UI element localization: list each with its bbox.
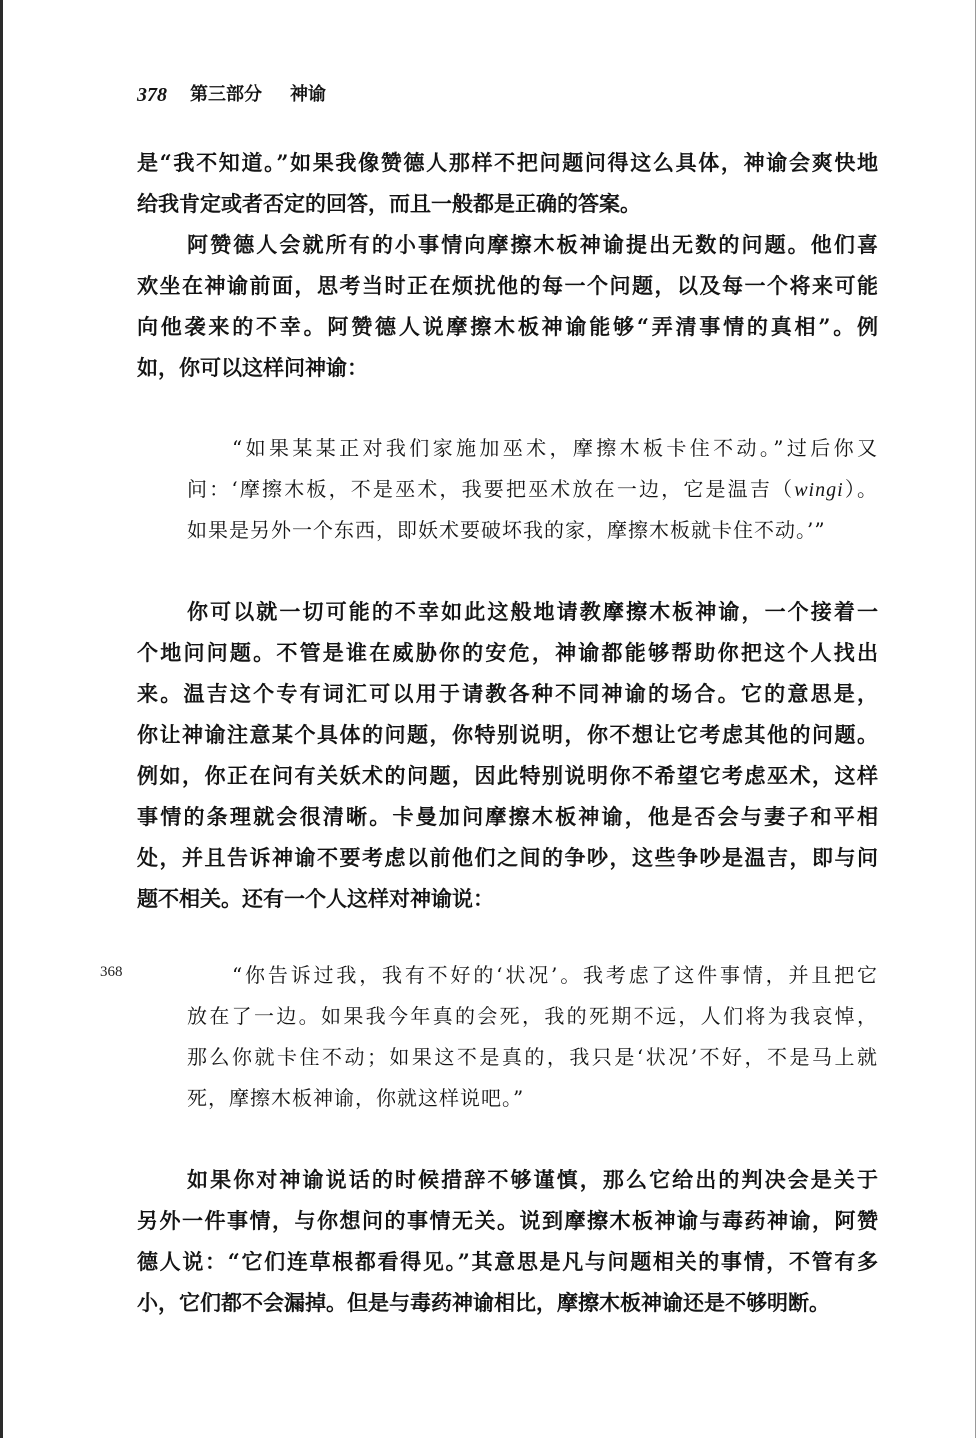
page-body <box>137 142 878 1323</box>
text-line: 你让神谕注意某个具体的问题，你特别说明，你不想让它考虑其他的问题。 <box>137 722 878 747</box>
quote-line: “你告诉过我，我有不好的‘状况’。我考虑了这件事情，并且把它 <box>232 963 878 987</box>
quote-line <box>187 469 878 510</box>
text-line: 欢坐在神谕前面，思考当时正在烦扰他的每一个问题，以及每一个将来可能 <box>137 273 878 298</box>
block-quote-2 <box>187 955 878 1119</box>
text-line: 是“我不知道。”如果我像赞德人那样不把问题问得这么具体，神谕会爽快地 <box>137 150 878 175</box>
quote-line: 那么你就卡住不动；如果这不是真的，我只是‘状况’不好，不是马上就 <box>187 1045 878 1069</box>
quote-line: 如果是另外一个东西，即妖术要破坏我的家，摩擦木板就卡住不动。’” <box>187 518 826 542</box>
scan-edge-left <box>0 0 3 1438</box>
italic-term: wingi <box>794 479 844 501</box>
page-number: 378 <box>137 84 167 106</box>
paragraph-3 <box>137 591 878 919</box>
text-line: 如果你对神谕说话的时候措辞不够谨慎，那么它给出的判决会是关于 <box>187 1167 878 1192</box>
text-line: 个地问问题。不管是谁在威胁你的安危，神谕都能够帮助你把这个人找出 <box>137 640 878 665</box>
chapter-title: 神谕 <box>290 84 326 105</box>
text-line: 向他袭来的不幸。阿赞德人说摩擦木板神谕能够“弄清事情的真相”。例 <box>137 314 878 339</box>
quote-text: ）。 <box>843 477 878 501</box>
running-head <box>137 80 537 110</box>
text-line: 阿赞德人会就所有的小事情向摩擦木板神谕提出无数的问题。他们喜 <box>187 232 878 257</box>
quote-text: 问：‘摩擦木板，不是巫术，我要把巫术放在一边，它是温吉（ <box>187 477 795 501</box>
scan-edge-right <box>975 0 976 1438</box>
paragraph-2 <box>137 224 878 388</box>
margin-page-reference: 368 <box>100 964 123 980</box>
part-label: 第三部分 <box>190 84 262 105</box>
paragraph-1 <box>137 142 878 224</box>
text-line: 如，你可以这样问神谕： <box>137 355 368 380</box>
quote-line: 死，摩擦木板神谕，你就这样说吧。” <box>187 1086 525 1110</box>
text-line: 例如，你正在问有关妖术的问题，因此特别说明你不希望它考虑巫术，这样 <box>137 763 878 788</box>
text-line: 德人说：“它们连草根都看得见。”其意思是凡与问题相关的事情，不管有多 <box>137 1249 878 1274</box>
text-line: 你可以就一切可能的不幸如此这般地请教摩擦木板神谕，一个接着一 <box>187 599 878 624</box>
text-line: 小，它们都不会漏掉。但是与毒药神谕相比，摩擦木板神谕还是不够明断。 <box>137 1290 830 1315</box>
quote-line: 放在了一边。如果我今年真的会死，我的死期不远，人们将为我哀悼， <box>187 1004 878 1028</box>
text-line: 事情的条理就会很清晰。卡曼加问摩擦木板神谕，他是否会与妻子和平相 <box>137 804 878 829</box>
text-line: 给我肯定或者否定的回答，而且一般都是正确的答案。 <box>137 191 641 216</box>
quote-line: “如果某某正对我们家施加巫术，摩擦木板卡住不动。”过后你又 <box>232 436 878 460</box>
block-quote-1 <box>187 428 878 551</box>
text-line: 另外一件事情，与你想问的事情无关。说到摩擦木板神谕与毒药神谕，阿赞 <box>137 1208 878 1233</box>
text-line: 来。温吉这个专有词汇可以用于请教各种不同神谕的场合。它的意思是， <box>137 681 878 706</box>
text-line: 题不相关。还有一个人这样对神谕说： <box>137 886 494 911</box>
paragraph-4 <box>137 1159 878 1323</box>
text-line: 处，并且告诉神谕不要考虑以前他们之间的争吵，这些争吵是温吉，即与问 <box>137 845 878 870</box>
